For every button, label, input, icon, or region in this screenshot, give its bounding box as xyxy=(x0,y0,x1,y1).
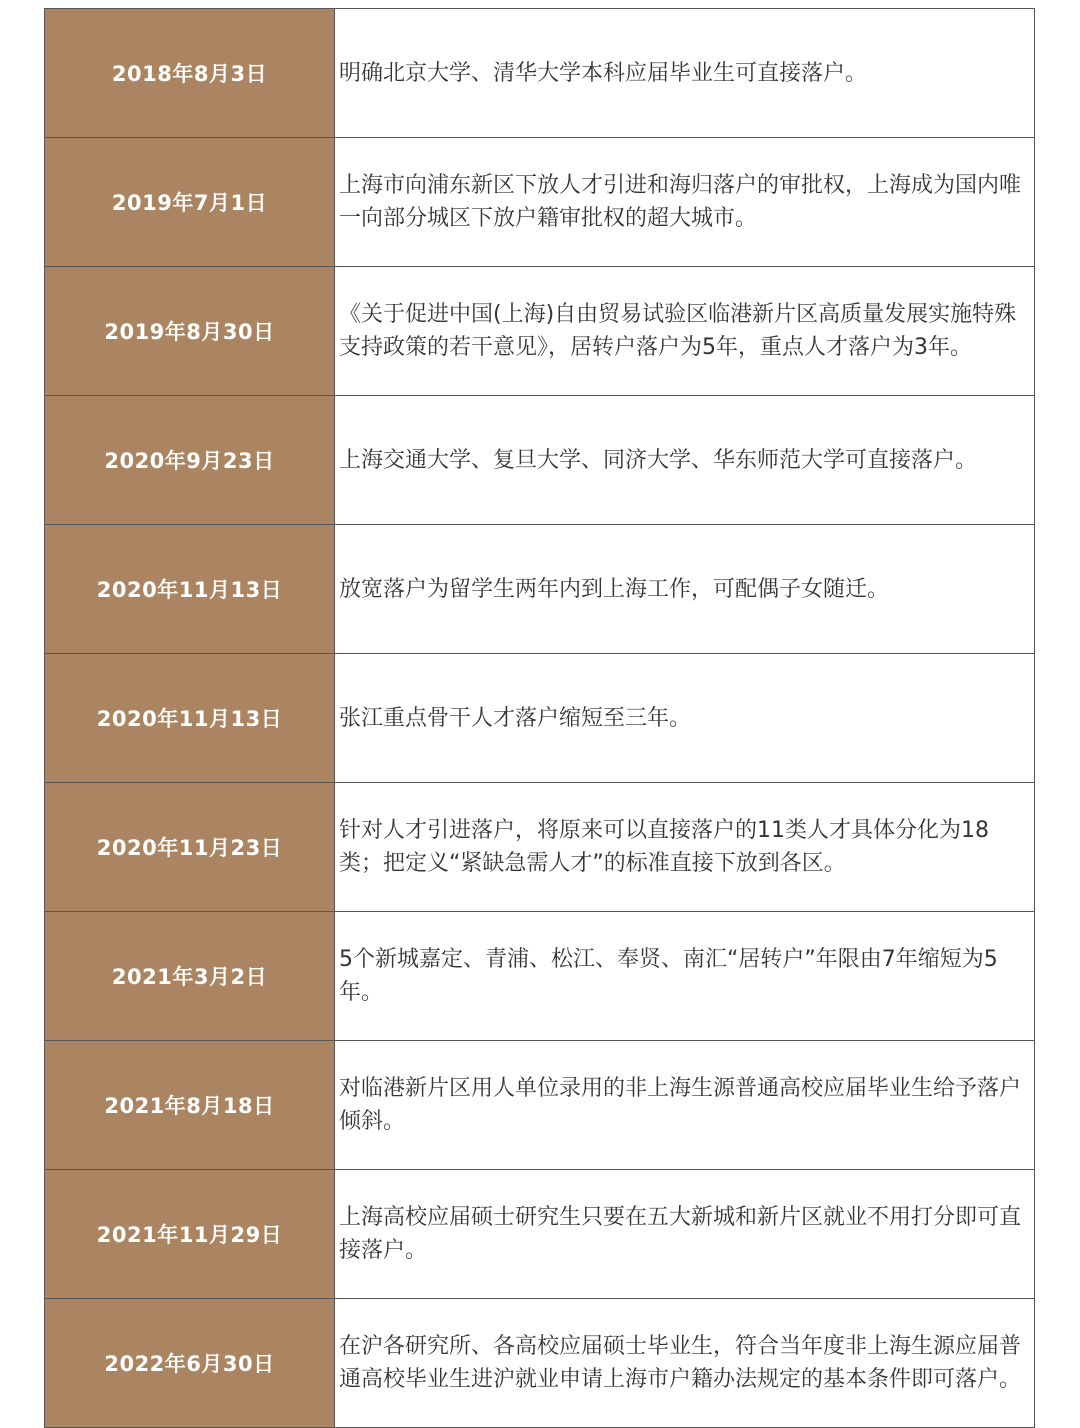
table-row xyxy=(45,267,1035,396)
policy-text-cell xyxy=(335,783,1035,912)
policy-text: 上海交通大学、复旦大学、同济大学、华东师范大学可直接落户。 xyxy=(339,447,978,473)
policy-text: 上海高校应届硕士研究生只要在五大新城和新片区就业不用打分即可直接落户。 xyxy=(339,1205,1022,1263)
policy-text-cell xyxy=(335,138,1035,267)
policy-text-cell xyxy=(335,912,1035,1041)
policy-timeline-table xyxy=(44,8,1035,1428)
policy-text-cell xyxy=(335,1170,1035,1299)
date-cell: 2020年11月23日 xyxy=(45,783,335,912)
policy-text: 放宽落户为留学生两年内到上海工作，可配偶子女随迁。 xyxy=(339,576,890,602)
date-cell: 2021年8月18日 xyxy=(45,1041,335,1170)
table-row xyxy=(45,654,1035,783)
table-row xyxy=(45,1170,1035,1299)
policy-text: 上海市向浦东新区下放人才引进和海归落户的审批权，上海成为国内唯一向部分城区下放户籍审批权的超大城市。 xyxy=(339,173,1022,231)
table-row xyxy=(45,138,1035,267)
date-cell: 2021年11月29日 xyxy=(45,1170,335,1299)
policy-text: 对临港新片区用人单位录用的非上海生源普通高校应届毕业生给予落户倾斜。 xyxy=(339,1076,1022,1134)
table-row xyxy=(45,1299,1035,1428)
table-row xyxy=(45,912,1035,1041)
policy-text-cell xyxy=(335,525,1035,654)
policy-text-cell xyxy=(335,654,1035,783)
date-cell: 2018年8月3日 xyxy=(45,9,335,138)
table-row xyxy=(45,783,1035,912)
policy-text: 张江重点骨干人才落户缩短至三年。 xyxy=(339,705,692,731)
policy-text-cell xyxy=(335,1041,1035,1170)
date-cell: 2019年7月1日 xyxy=(45,138,335,267)
date-cell: 2019年8月30日 xyxy=(45,267,335,396)
date-cell: 2022年6月30日 xyxy=(45,1299,335,1428)
table-row xyxy=(45,525,1035,654)
table-row xyxy=(45,1041,1035,1170)
policy-text-cell xyxy=(335,9,1035,138)
table-row xyxy=(45,396,1035,525)
policy-text: 《关于促进中国(上海)自由贸易试验区临港新片区高质量发展实施特殊支持政策的若干意见》，居转户落户为5年，重点人才落户为3年。 xyxy=(339,302,1017,360)
policy-text-cell xyxy=(335,267,1035,396)
policy-text: 5个新城嘉定、青浦、松江、奉贤、南汇“居转户”年限由7年缩短为5年。 xyxy=(339,947,998,1005)
policy-text-cell xyxy=(335,1299,1035,1428)
policy-text: 在沪各研究所、各高校应届硕士毕业生，符合当年度非上海生源应届普通高校毕业生进沪就业申请上海市户籍办法规定的基本条件即可落户。 xyxy=(339,1334,1022,1392)
policy-text: 明确北京大学、清华大学本科应届毕业生可直接落户。 xyxy=(339,60,868,86)
date-cell: 2020年11月13日 xyxy=(45,525,335,654)
policy-text: 针对人才引进落户，将原来可以直接落户的11类人才具体分化为18类；把定义“紧缺急需人才”的标准直接下放到各区。 xyxy=(339,818,989,876)
policy-text-cell xyxy=(335,396,1035,525)
date-cell: 2020年9月23日 xyxy=(45,396,335,525)
date-cell: 2020年11月13日 xyxy=(45,654,335,783)
date-cell: 2021年3月2日 xyxy=(45,912,335,1041)
table-row xyxy=(45,9,1035,138)
